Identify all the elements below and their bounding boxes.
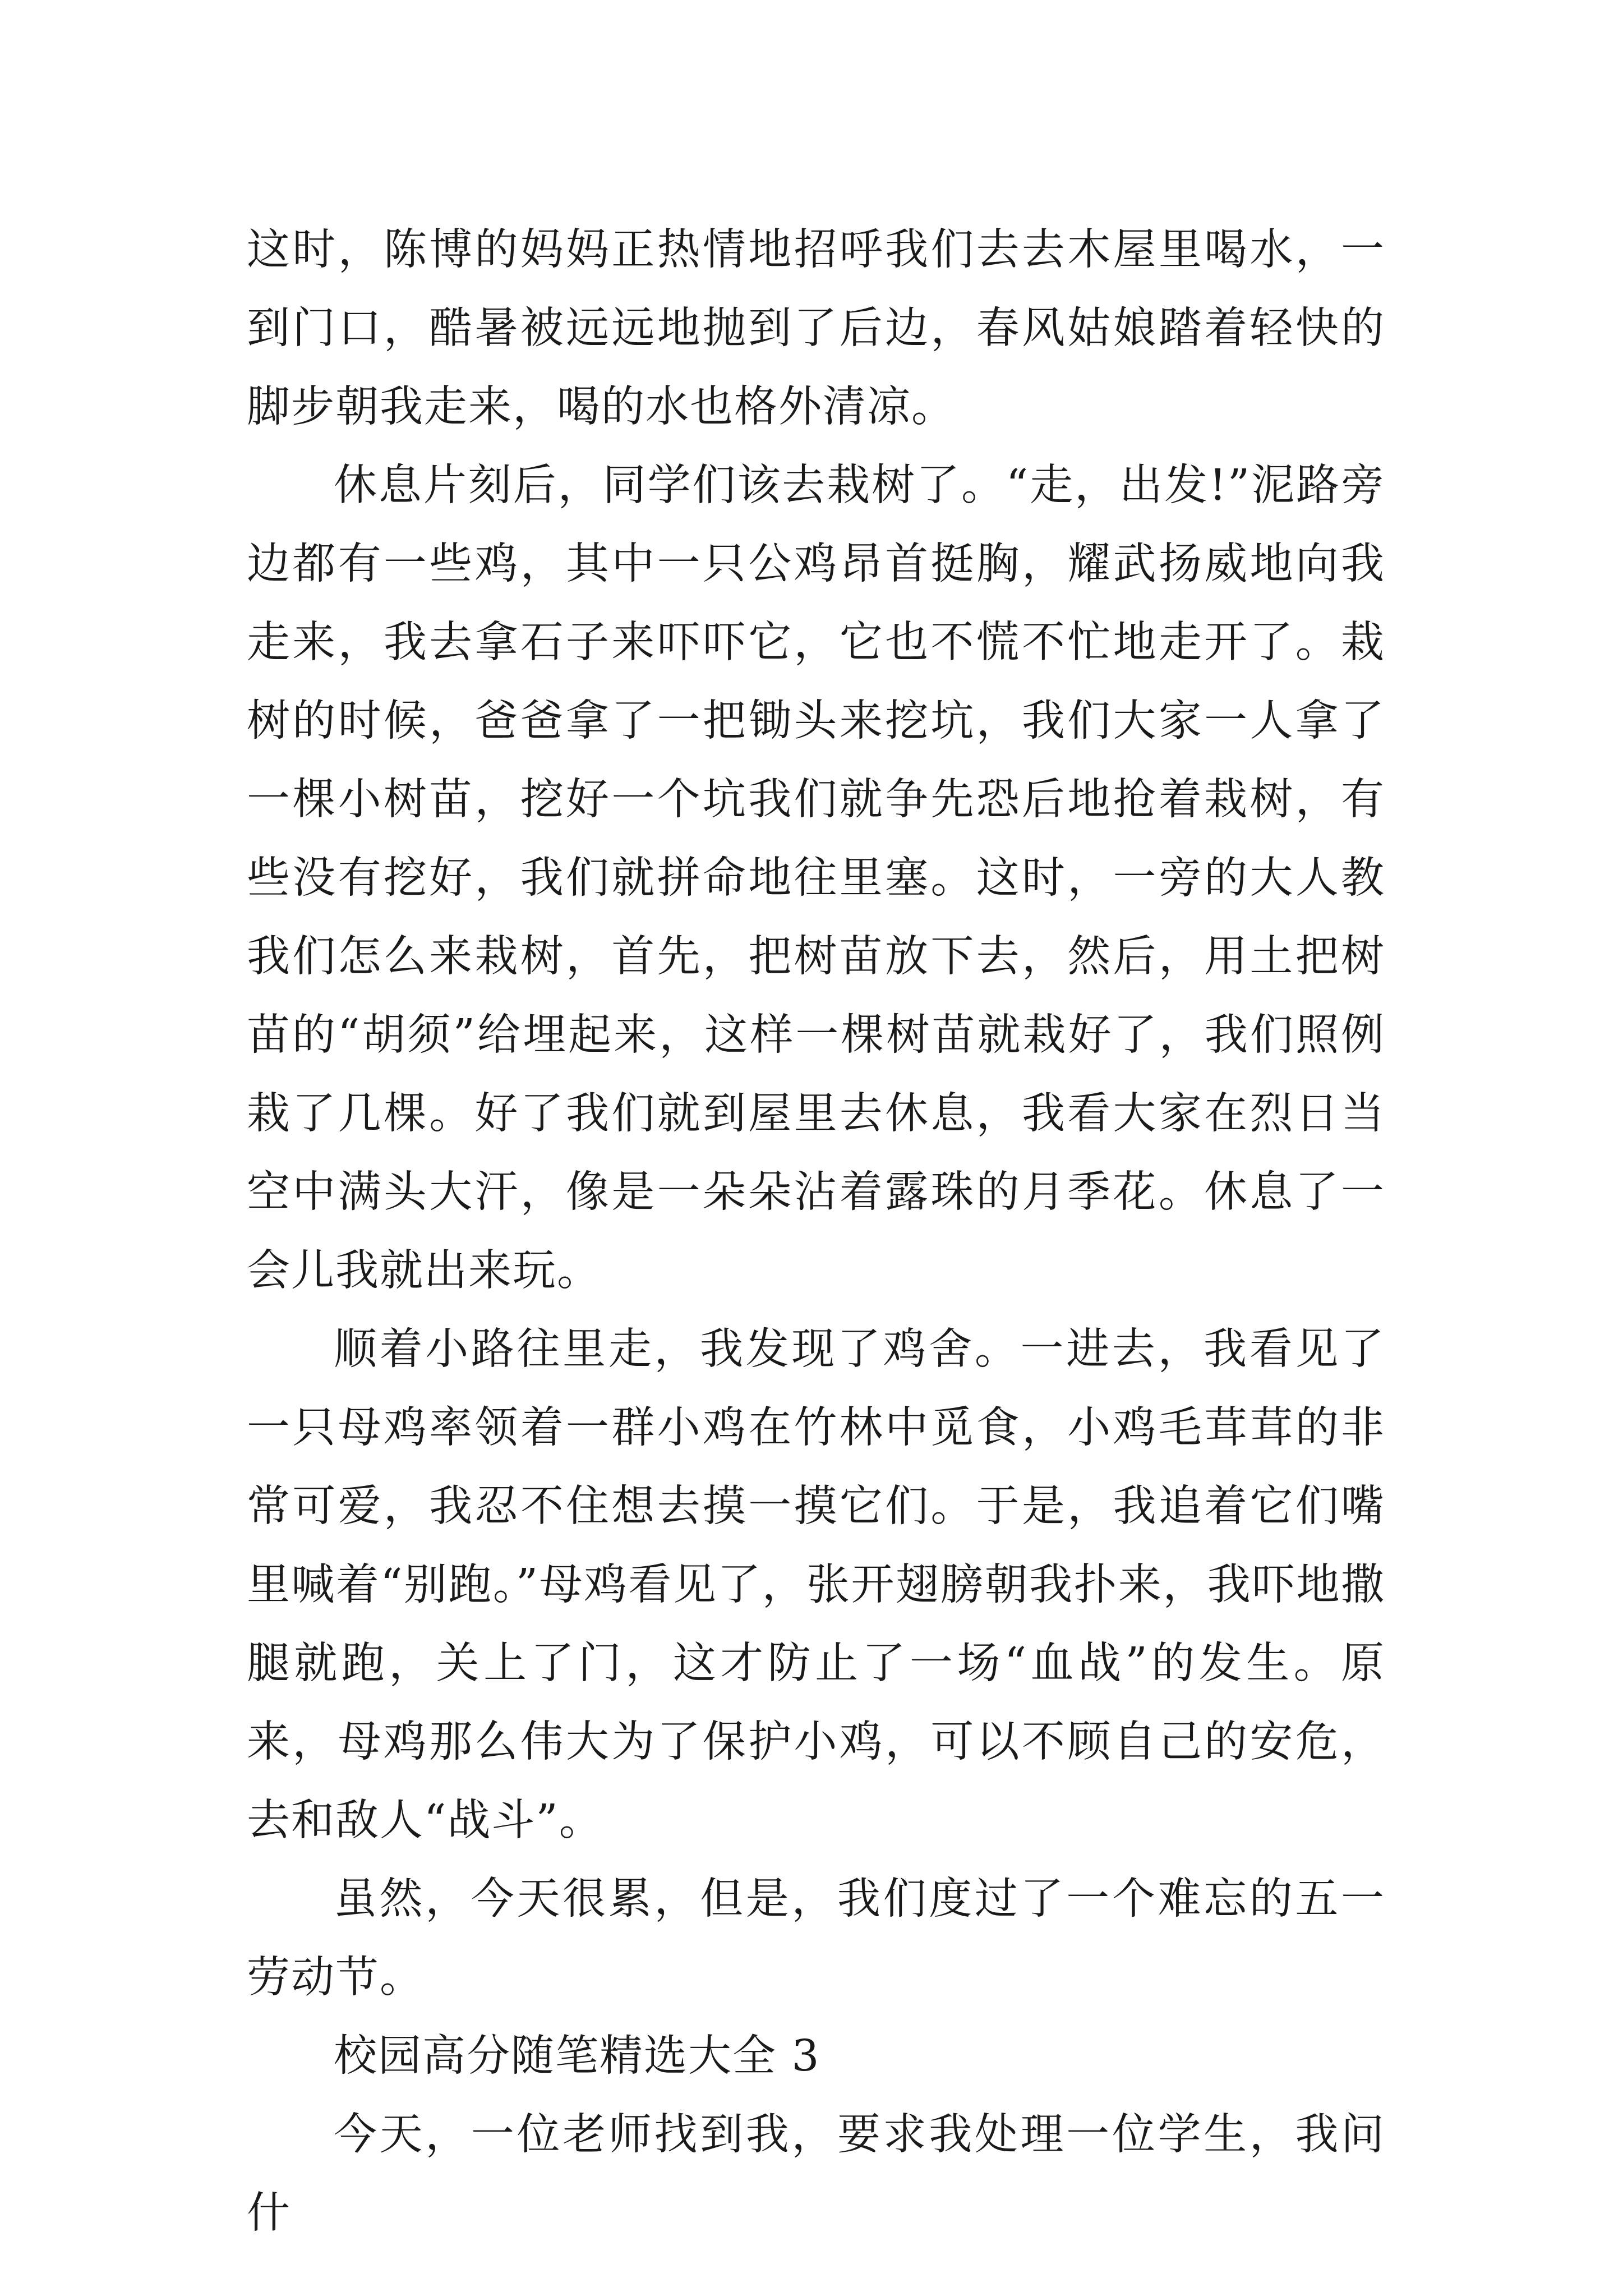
paragraph-4: 虽然，今天很累，但是，我们度过了一个难忘的五一劳动节。 — [247, 1874, 1385, 2003]
paragraph-5: 今天，一位老师找到我，要求我处理一位学生，我问什 — [247, 2110, 1385, 2238]
paragraph-3: 顺着小路往里走，我发现了鸡舍。一进去，我看见了一只母鸡率领着一群小鸡在竹林中觅食，小鸡毛茸茸的非常可爱，我忍不住想去摸一摸它们。于是，我追着它们嘴里喊着“别跑。”母鸡看见了，张开翅膀朝我扑来，我吓地撒腿就跑，关上了门，这才防止了一场“血战”的发生。原来，母鸡那么伟大为了保护小鸡，可以不顾自己的安危，去和敌人“战斗”。 — [247, 1324, 1385, 1846]
section-title: 校园高分随笔精选大全 3 — [334, 2031, 820, 2081]
paragraph-1: 这时，陈博的妈妈正热情地招呼我们去去木屋里喝水，一到门口，酷暑被远远地抛到了后边，春风姑娘踏着轻快的脚步朝我走来，喝的水也格外清凉。 — [247, 225, 1385, 432]
paragraph-2: 休息片刻后，同学们该去栽树了。“走，出发!”泥路旁边都有一些鸡，其中一只公鸡昂首挺胸，耀武扬威地向我走来，我去拿石子来吓吓它，它也不慌不忙地走开了。栽树的时候，爸爸拿了一把锄头来挖坑，我们大家一人拿了一棵小树苗，挖好一个坑我们就争先恐后地抢着栽树，有些没有挖好，我们就拼命地往里塞。这时，一旁的大人教我们怎么来栽树，首先，把树苗放下去，然后，用土把树苗的“胡须”给埋起来，这样一棵树苗就栽好了，我们照例栽了几棵。好了我们就到屋里去休息，我看大家在烈日当空中满头大汗，像是一朵朵沾着露珠的月季花。休息了一会儿我就出来玩。 — [247, 461, 1385, 1296]
document-body — [247, 211, 1385, 2253]
